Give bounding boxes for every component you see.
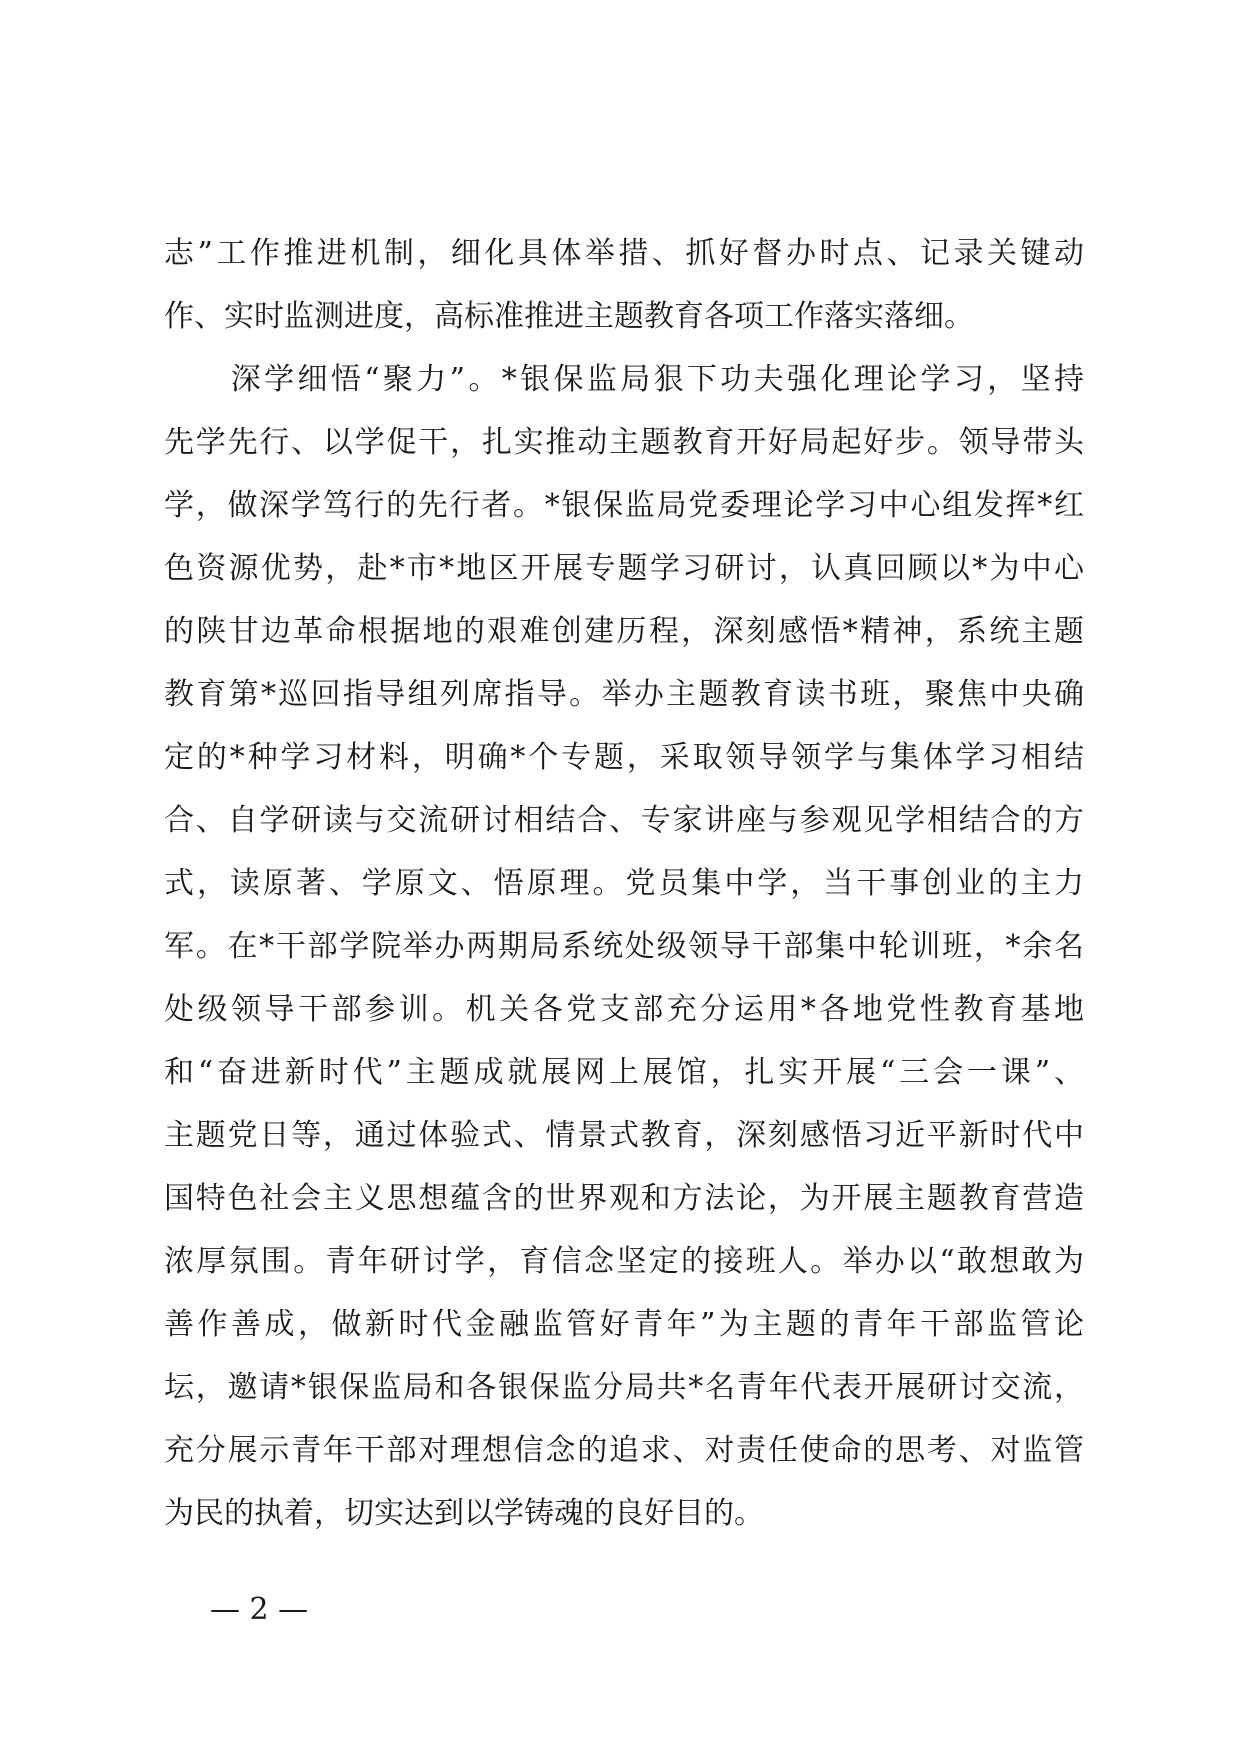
text-line: 主题党日等，通过体验式、情景式教育，深刻感悟习近平新时代中 bbox=[164, 1118, 1084, 1153]
text-line: 国特色社会主义思想蕴含的世界观和方法论，为开展主题教育营造 bbox=[164, 1181, 1084, 1216]
text-line: 为民的执着，切实达到以学铸魂的良好目的。 bbox=[164, 1496, 764, 1531]
text-line: 和“奋进新时代”主题成就展网上展馆，扎实开展“三会一课”、 bbox=[164, 1055, 1084, 1090]
text-line: 充分展示青年干部对理想信念的追求、对责任使命的思考、对监管 bbox=[164, 1433, 1084, 1468]
text-line: 的陕甘边革命根据地的艰难创建历程，深刻感悟*精神，系统主题 bbox=[164, 614, 1084, 649]
text-line: 善作善成，做新时代金融监管好青年”为主题的青年干部监管论 bbox=[164, 1307, 1084, 1342]
text-line: 定的*种学习材料，明确*个专题，采取领导领学与集体学习相结 bbox=[164, 740, 1084, 775]
text-line: 浓厚氛围。青年研讨学，育信念坚定的接班人。举办以“敢想敢为 bbox=[164, 1244, 1084, 1279]
page-number: — 2 — bbox=[210, 1592, 309, 1627]
text-line: 作、实时监测进度，高标准推进主题教育各项工作落实落细。 bbox=[164, 299, 974, 334]
text-line: 志”工作推进机制，细化具体举措、抓好督办时点、记录关键动 bbox=[164, 236, 1084, 271]
body-text bbox=[164, 222, 1084, 1545]
text-line: 色资源优势，赴*市*地区开展专题学习研讨，认真回顾以*为中心 bbox=[164, 551, 1084, 586]
text-line: 教育第*巡回指导组列席指导。举办主题教育读书班，聚焦中央确 bbox=[164, 677, 1084, 712]
text-line: 处级领导干部参训。机关各党支部充分运用*各地党性教育基地 bbox=[164, 992, 1084, 1027]
text-line: 学，做深学笃行的先行者。*银保监局党委理论学习中心组发挥*红 bbox=[164, 488, 1084, 523]
text-line: 坛，邀请*银保监局和各银保监分局共*名青年代表开展研讨交流， bbox=[164, 1370, 1084, 1405]
text-line: 合、自学研读与交流研讨相结合、专家讲座与参观见学相结合的方 bbox=[164, 803, 1084, 838]
text-line: 先学先行、以学促干，扎实推动主题教育开好局起好步。领导带头 bbox=[164, 425, 1084, 460]
text-line: 式，读原著、学原文、悟原理。党员集中学，当干事创业的主力 bbox=[164, 866, 1084, 901]
paragraph-start-line: 深学细悟“聚力”。*银保监局狠下功夫强化理论学习，坚持 bbox=[164, 362, 1084, 397]
text-line: 军。在*干部学院举办两期局系统处级领导干部集中轮训班，*余名 bbox=[164, 929, 1084, 964]
